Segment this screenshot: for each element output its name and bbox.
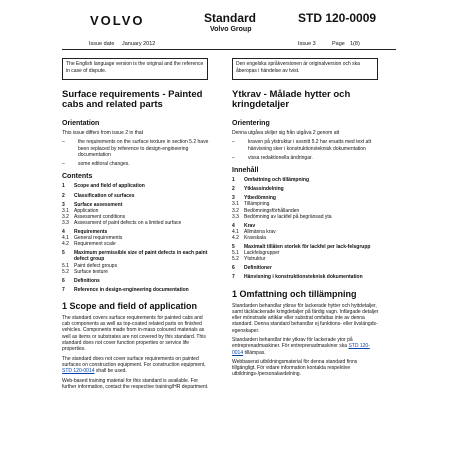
header-divider xyxy=(62,49,396,50)
table-of-contents-sv xyxy=(232,177,380,280)
toc-entry-number: 5.1 xyxy=(232,250,239,257)
toc-entry-number: 4.2 xyxy=(62,241,69,248)
construction-paragraph-en: The standard does not cover surface requirements on painted surfaces on construction equipment. For construction equipment, STD 120-0014 shall be used. xyxy=(62,355,206,375)
std-120-0014-link[interactable]: STD 120-0014 xyxy=(62,368,95,375)
orientation-intro-en: This issue differs from issue 2 in that xyxy=(62,130,144,136)
toc-entry-number: 5.2 xyxy=(232,256,239,263)
contents-heading-en: Contents xyxy=(62,173,93,181)
toc-entry[interactable] xyxy=(232,177,380,183)
toc-entry-title: Bedömningsförhållanden xyxy=(244,207,300,214)
toc-entry-title: General requirements xyxy=(74,235,123,242)
toc-entry-number: 3.2 xyxy=(232,207,239,214)
toc-entry[interactable] xyxy=(232,274,380,280)
toc-entry[interactable] xyxy=(62,220,210,226)
toc-entry-title: Surface assessment xyxy=(74,201,123,208)
toc-entry[interactable] xyxy=(232,235,380,241)
training-paragraph-en: Web-based training material for this standard is available. For further information, contact the respective training/HR department. xyxy=(62,377,209,390)
toc-entry-title: Definitioner xyxy=(244,265,272,272)
toc-entry-title: Application xyxy=(74,207,99,214)
toc-entry-number: 1 xyxy=(62,183,65,190)
toc-entry-number: 2 xyxy=(62,192,65,199)
toc-entry-title: Requirement scale xyxy=(74,241,116,248)
swedish-column xyxy=(232,90,380,381)
toc-entry-title: Classification of surfaces xyxy=(74,192,135,199)
toc-entry[interactable] xyxy=(232,256,380,262)
toc-entry-number: 5.2 xyxy=(62,268,69,275)
scope-paragraph-en: The standard covers surface requirements for painted cabs and cab components as well as top-coated related parts on finished vehicles. Components made from in-mass coloured materials as well as items or substrates are not covered by this standard. This standard does not cover function properties or service life properties. xyxy=(62,314,206,353)
toc-entry-title: Definitions xyxy=(74,277,100,284)
std-120-0014-link[interactable]: STD 120-0014 xyxy=(232,343,370,356)
change-item-sv: – kraven på ytstruktur i avsnitt 5.2 har ersatts med text att hänvisning sker i konstruktionsteknisk dokumentation xyxy=(232,139,372,152)
training-paragraph-sv: Webbaserat utbildningsmaterial för denna standard finns tillgängligt. För vidare information kontakta respektive utbildnings-/personalavdelning. xyxy=(232,358,358,378)
issue-date-label: Issue date xyxy=(89,41,115,47)
toc-entry-number: 4 xyxy=(232,222,235,229)
toc-entry-number: 2 xyxy=(232,186,235,193)
toc-entry-title: Lackfelsgrupper xyxy=(244,250,280,257)
toc-entry-number: 3.3 xyxy=(62,219,69,226)
toc-entry-number: 4.1 xyxy=(62,235,69,242)
toc-entry-title: Ytklassindelning xyxy=(244,186,284,193)
toc-entry-title: Scope and field of application xyxy=(74,183,145,190)
toc-entry-title: Maximalt tillåten storlek för lackfel per lack-felsgrupp xyxy=(244,244,371,251)
swedish-version-note: Den engelska språkversionen är originalversion och ska åberopas i händelse av tvist. xyxy=(232,58,378,80)
toc-entry[interactable] xyxy=(62,287,210,293)
toc-entry[interactable] xyxy=(62,193,210,199)
change-item-en: – some editoral changes. xyxy=(62,161,130,168)
orientation-intro-sv: Denna utgåva skiljer sig från utgåva 2 genom att xyxy=(232,130,340,136)
table-of-contents-en xyxy=(62,183,210,292)
toc-entry-title: Maximum permissible size of paint defects in each paint defect group xyxy=(74,250,208,263)
toc-entry-number: 4.1 xyxy=(232,228,239,235)
toc-entry-number: 5 xyxy=(62,250,65,257)
toc-entry[interactable] xyxy=(232,214,380,220)
toc-entry-number: 3 xyxy=(62,201,65,208)
construction-paragraph-sv: Standarden behandlar inte ytkrav för lackerade ytor på entreprenadmaskiner. För entreprenadmaskiner ska STD 120-0014 tillämpas. xyxy=(232,336,370,356)
toc-entry-title: Assessment conditions xyxy=(74,213,126,220)
toc-entry-title: Surface texture xyxy=(74,268,108,275)
toc-entry[interactable] xyxy=(62,278,210,284)
toc-entry-title: Assessment of paint defects on a limited surface xyxy=(74,219,182,226)
toc-entry-number: 5.1 xyxy=(62,262,69,269)
toc-entry-title: Krav xyxy=(244,222,256,229)
change-item-sv: – vissa redaktionella ändringar. xyxy=(232,154,313,161)
toc-entry-number: 5 xyxy=(232,244,235,251)
toc-entry-title: Hänvisning i konstruktionsteknisk dokumentation xyxy=(244,274,363,281)
scope-heading-en: 1 Scope and field of application xyxy=(62,300,198,311)
issue-date: January 2012 xyxy=(122,41,156,47)
toc-entry-number: 3.2 xyxy=(62,213,69,220)
orientation-heading-sv: Orientering xyxy=(232,120,270,127)
page-label: Page xyxy=(332,41,345,47)
toc-entry-number: 4.2 xyxy=(232,234,239,241)
toc-entry-title: Omfattning och tillämpning xyxy=(244,177,309,184)
company-group: Volvo Group xyxy=(210,26,252,33)
page-number: 1(8) xyxy=(350,41,360,47)
english-version-note: The English language version is the original and the reference in case of dispute. xyxy=(62,58,208,80)
toc-entry[interactable] xyxy=(232,265,380,271)
toc-entry-title: Ytstruktur xyxy=(244,256,266,263)
toc-entry-number: 7 xyxy=(232,274,235,281)
toc-entry-title: Paint defect groups xyxy=(74,262,118,269)
toc-entry-number: 4 xyxy=(62,229,65,236)
toc-entry-number: 3.1 xyxy=(232,201,239,208)
toc-entry[interactable] xyxy=(62,250,210,262)
toc-entry-number: 3 xyxy=(232,195,235,202)
toc-entry[interactable] xyxy=(62,183,210,189)
toc-entry-number: 3.3 xyxy=(232,213,239,220)
document-type: Standard xyxy=(204,11,257,25)
toc-entry[interactable] xyxy=(62,269,210,275)
toc-entry-title: Allmänna krav xyxy=(244,228,276,235)
toc-entry-number: 6 xyxy=(62,277,65,284)
issue-number: Issue 3 xyxy=(298,41,316,47)
toc-entry[interactable] xyxy=(232,186,380,192)
toc-entry-title: Reference in design-engineering documentation xyxy=(74,286,189,293)
toc-entry-title: Kravskala xyxy=(244,234,266,241)
contents-heading-sv: Innehåll xyxy=(232,167,259,175)
orientation-heading-en: Orientation xyxy=(62,120,100,127)
scope-paragraph-sv: Standarden behandlar ytkrav för lackerade hytter och hyttdetaljer, samt täcklackerade kringdetaljer på färdig vagn. Infärgade detaljer eller mönstrade artiklar eller substrat omfattas inte av denna standard. Denna standard behandlar ej funktions- eller livslängds-egenskaper. xyxy=(232,302,379,334)
scope-heading-sv: 1 Omfattning och tillämpning xyxy=(232,288,357,299)
document-title-sv: Ytkrav - Målade hytter och kringdetaljer xyxy=(232,89,351,110)
toc-entry-number: 6 xyxy=(232,265,235,272)
english-column xyxy=(62,90,210,393)
toc-entry-title: Bedömning av lackfel på begränsad yta xyxy=(244,213,332,220)
toc-entry-title: Requirements xyxy=(74,229,108,236)
volvo-logo: VOLVO xyxy=(90,13,145,28)
toc-entry-number: 3.1 xyxy=(62,207,69,214)
toc-entry-title: Ytbedömning xyxy=(244,195,276,202)
toc-entry-number: 1 xyxy=(232,177,235,184)
standard-number: STD 120-0009 xyxy=(298,11,377,25)
toc-entry-title: Tillämpning xyxy=(244,201,270,208)
toc-entry[interactable] xyxy=(62,241,210,247)
change-item-en: – the requirements on the surface texture in section 5.2 have been replaced by reference to design-engineering documentation xyxy=(62,139,209,158)
toc-entry-number: 7 xyxy=(62,286,65,293)
document-title-en: Surface requirements - Painted cabs and related parts xyxy=(62,89,203,110)
